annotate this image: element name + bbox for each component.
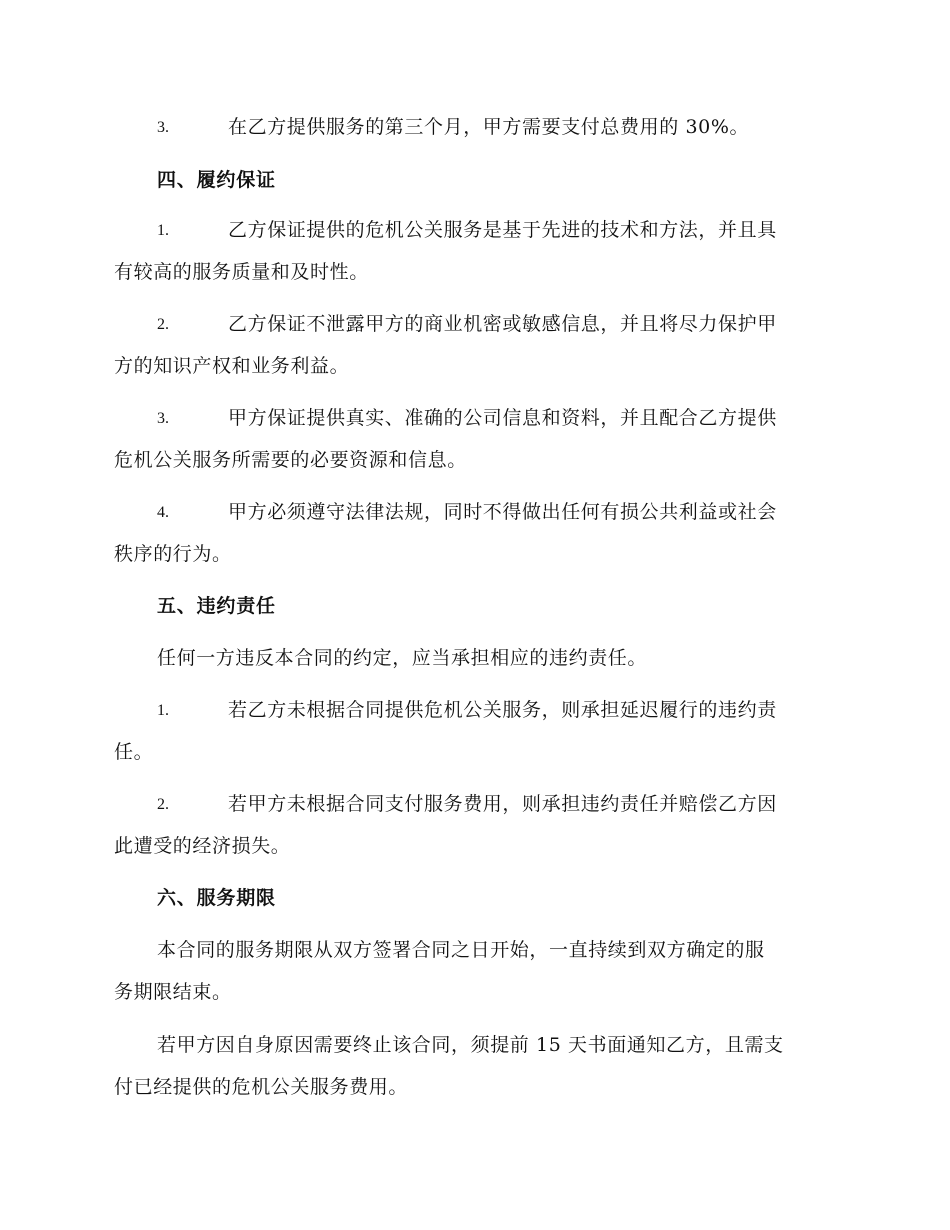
list-item-text: 甲方必须遵守法律法规，同时不得做出任何有损公共利益或社会 — [228, 501, 777, 523]
list-item-text: 甲方保证提供真实、准确的公司信息和资料，并且配合乙方提供 — [228, 407, 777, 429]
list-item-text: 乙方保证提供的危机公关服务是基于先进的技术和方法，并且具 — [228, 219, 777, 241]
list-item-text-cont: 此遭受的经济损失。 — [114, 835, 291, 857]
paragraph: 任何一方违反本合同的约定，应当承担相应的违约责任。 — [157, 647, 648, 669]
list-item-text-cont: 有较高的服务质量和及时性。 — [114, 261, 369, 283]
list-number: 2. — [157, 316, 169, 333]
list-item-text-cont: 危机公关服务所需要的必要资源和信息。 — [114, 449, 467, 471]
list-item-text-cont: 任。 — [114, 741, 154, 763]
paragraph-cont: 务期限结束。 — [114, 981, 232, 1003]
list-item-text: 在乙方提供服务的第三个月，甲方需要支付总费用的 30%。 — [228, 116, 750, 138]
list-number: 3. — [157, 119, 169, 136]
list-number: 4. — [157, 504, 169, 521]
paragraph-cont: 付已经提供的危机公关服务费用。 — [114, 1076, 409, 1098]
list-item-text: 乙方保证不泄露甲方的商业机密或敏感信息，并且将尽力保护甲 — [228, 313, 777, 335]
list-number: 1. — [157, 702, 169, 719]
section-heading: 六、服务期限 — [157, 887, 276, 909]
list-item-text-cont: 方的知识产权和业务利益。 — [114, 355, 350, 377]
list-item-text: 若乙方未根据合同提供危机公关服务，则承担延迟履行的违约责 — [228, 699, 777, 721]
list-number: 2. — [157, 796, 169, 813]
paragraph: 本合同的服务期限从双方签署合同之日开始，一直持续到双方确定的服 — [157, 939, 765, 961]
section-heading: 四、履约保证 — [157, 169, 276, 191]
list-number: 1. — [157, 222, 169, 239]
paragraph: 若甲方因自身原因需要终止该合同，须提前 15 天书面通知乙方，且需支 — [157, 1034, 784, 1056]
list-item-text: 若甲方未根据合同支付服务费用，则承担违约责任并赔偿乙方因 — [228, 793, 777, 815]
section-heading: 五、违约责任 — [157, 595, 276, 617]
list-number: 3. — [157, 410, 169, 427]
list-item-text-cont: 秩序的行为。 — [114, 543, 232, 565]
